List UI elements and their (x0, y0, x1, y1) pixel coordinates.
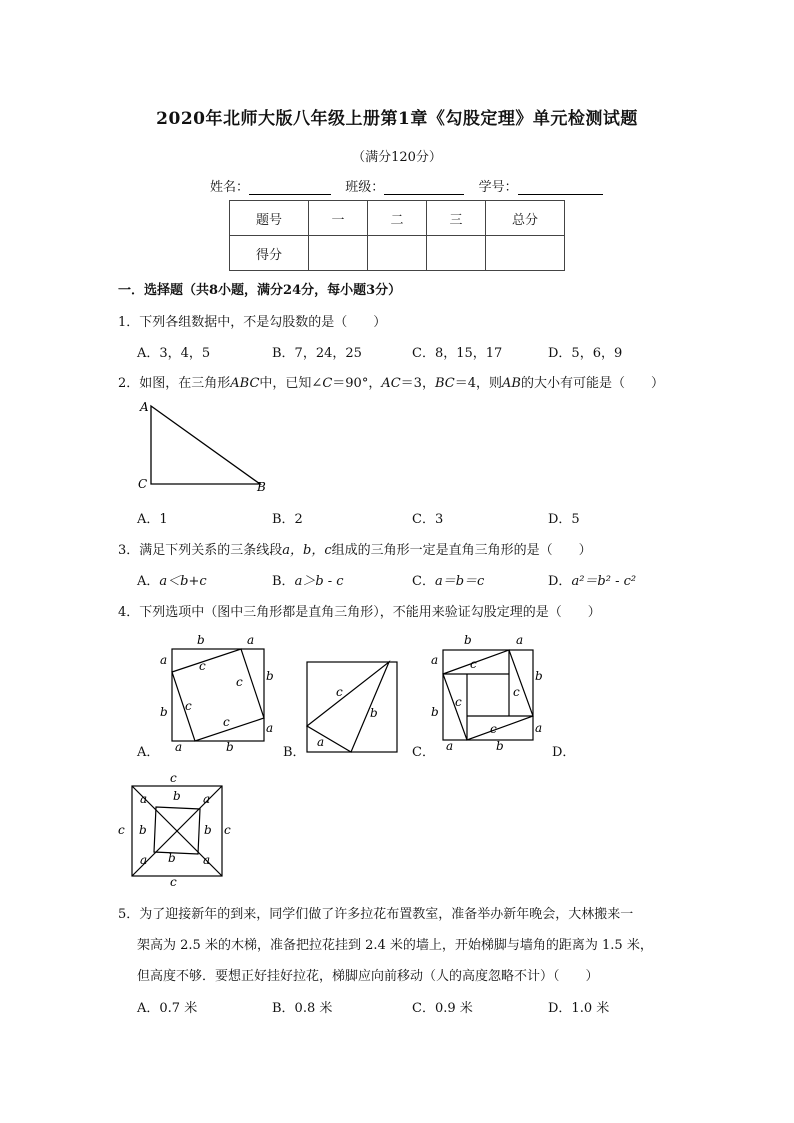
right-triangle-figure (130, 396, 280, 496)
table-cell: 一 (309, 201, 368, 236)
svg-text:b: b (168, 851, 176, 865)
q5-option-b[interactable]: B．0.8 米 (272, 1001, 333, 1016)
svg-text:a: a (446, 739, 454, 753)
question-2-text: 2．如图，在三角形ABC中，已知∠C＝90°，AC＝3，BC＝4，则AB的大小有可能是（ ） (118, 376, 664, 391)
svg-text:b: b (139, 823, 147, 837)
svg-text:a: a (203, 792, 211, 806)
svg-text:c: c (513, 685, 520, 699)
svg-text:b: b (535, 669, 543, 683)
q3-option-c[interactable]: C．a＝b＝c (412, 574, 485, 589)
question-5-line-1: 5．为了迎接新年的到来，同学们做了许多拉花布置教室，准备举办新年晚会，大林搬来一 (118, 907, 634, 922)
figure-a-square-rotated (155, 632, 280, 754)
q4-option-d[interactable]: D． (552, 745, 576, 760)
question-5-line-3: 但高度不够．要想正好挂好拉花，梯脚应向前移动（人的高度忽略不计）（ ） (137, 969, 599, 984)
svg-text:a: a (160, 653, 168, 667)
name-label: 姓名： (210, 180, 250, 195)
svg-text:a: a (203, 853, 211, 867)
svg-text:c: c (118, 823, 125, 837)
score-cell[interactable] (309, 236, 368, 271)
q3-option-a[interactable]: A．a＜b+c (137, 574, 207, 589)
svg-text:a: a (140, 853, 148, 867)
figure-c-square-pinwheel (428, 632, 546, 754)
svg-text:c: c (236, 675, 243, 689)
vertex-label-b: B (257, 480, 266, 494)
svg-text:c: c (170, 875, 177, 888)
svg-text:c: c (170, 771, 177, 785)
svg-text:a: a (535, 721, 543, 735)
score-cell[interactable] (486, 236, 565, 271)
question-1-text: 1．下列各组数据中，不是勾股数的是（ ） (118, 315, 387, 330)
question-3-text: 3．满足下列关系的三条线段a，b，c组成的三角形一定是直角三角形的是（ ） (118, 543, 592, 558)
svg-text:b: b (226, 740, 234, 754)
score-cell[interactable] (368, 236, 427, 271)
q4-option-c[interactable]: C． (412, 745, 435, 760)
svg-text:a: a (317, 735, 325, 749)
table-cell: 题号 (230, 201, 309, 236)
score-cell[interactable] (427, 236, 486, 271)
q1-option-a[interactable]: A．3，4，5 (137, 346, 211, 361)
q5-option-d[interactable]: D．1.0 米 (548, 1001, 610, 1016)
triangle-abc (151, 406, 260, 484)
svg-text:c: c (223, 715, 230, 729)
svg-text:a: a (140, 792, 148, 806)
q3-option-d[interactable]: D．a²＝b² - c² (548, 574, 637, 589)
svg-text:c: c (490, 722, 497, 736)
vertex-label-a: A (140, 400, 149, 414)
question-4-text: 4．下列选项中（图中三角形都是直角三角形），不能用来验证勾股定理的是（ ） (118, 605, 601, 620)
question-5-line-2: 架高为 2.5 米的木梯，准备把拉花挂到 2.4 米的墙上，开始梯脚与墙角的距离为 1.5 米， (137, 938, 653, 953)
q4-option-a[interactable]: A． (137, 745, 160, 760)
svg-text:c: c (336, 685, 343, 699)
class-field[interactable] (384, 180, 464, 195)
q1-option-d[interactable]: D．5，6，9 (548, 346, 623, 361)
section-heading: 一．选择题（共8小题，满分24分，每小题3分） (118, 283, 402, 298)
q1-option-c[interactable]: C．8，15，17 (412, 346, 503, 361)
svg-text:a: a (266, 721, 274, 735)
q3-option-b[interactable]: B．a＞b - c (272, 574, 344, 589)
figure-d-square-inner-square (112, 770, 237, 888)
svg-text:b: b (173, 789, 181, 803)
q2-option-d[interactable]: D．5 (548, 512, 580, 527)
q2-option-b[interactable]: B．2 (272, 512, 303, 527)
svg-text:b: b (160, 705, 168, 719)
svg-text:a: a (516, 633, 524, 647)
table-cell: 二 (368, 201, 427, 236)
svg-text:c: c (470, 657, 477, 671)
student-info-row (210, 176, 603, 195)
q2-option-c[interactable]: C．3 (412, 512, 444, 527)
svg-text:c: c (455, 695, 462, 709)
class-label: 班级： (345, 180, 385, 195)
svg-text:b: b (431, 705, 439, 719)
score-table-header-row (230, 201, 565, 236)
table-cell: 总分 (486, 201, 565, 236)
name-field[interactable] (249, 180, 331, 195)
score-table (229, 200, 565, 271)
table-cell: 得分 (230, 236, 309, 271)
figure-b-square-triangle (300, 655, 405, 755)
svg-text:c: c (224, 823, 231, 837)
page-title: 2020年北师大版八年级上册第1章《勾股定理》单元检测试题 (156, 109, 638, 129)
svg-text:b: b (464, 633, 472, 647)
vertex-label-c: C (138, 477, 148, 491)
svg-text:c: c (199, 659, 206, 673)
svg-text:b: b (204, 823, 212, 837)
svg-text:b: b (266, 669, 274, 683)
full-score-note: （满分120分） (352, 150, 442, 165)
svg-text:a: a (175, 740, 183, 754)
svg-text:b: b (496, 739, 504, 753)
q1-option-b[interactable]: B．7，24，25 (272, 346, 362, 361)
q4-option-b[interactable]: B． (283, 745, 306, 760)
table-cell: 三 (427, 201, 486, 236)
q5-option-c[interactable]: C．0.9 米 (412, 1001, 473, 1016)
svg-text:a: a (431, 653, 439, 667)
student-id-label: 学号： (478, 180, 518, 195)
svg-text:c: c (185, 699, 192, 713)
svg-text:a: a (247, 633, 255, 647)
q2-option-a[interactable]: A．1 (137, 512, 168, 527)
q5-option-a[interactable]: A．0.7 米 (137, 1001, 198, 1016)
svg-text:b: b (197, 633, 205, 647)
svg-text:b: b (370, 706, 378, 720)
score-table-score-row (230, 236, 565, 271)
student-id-field[interactable] (518, 180, 603, 195)
